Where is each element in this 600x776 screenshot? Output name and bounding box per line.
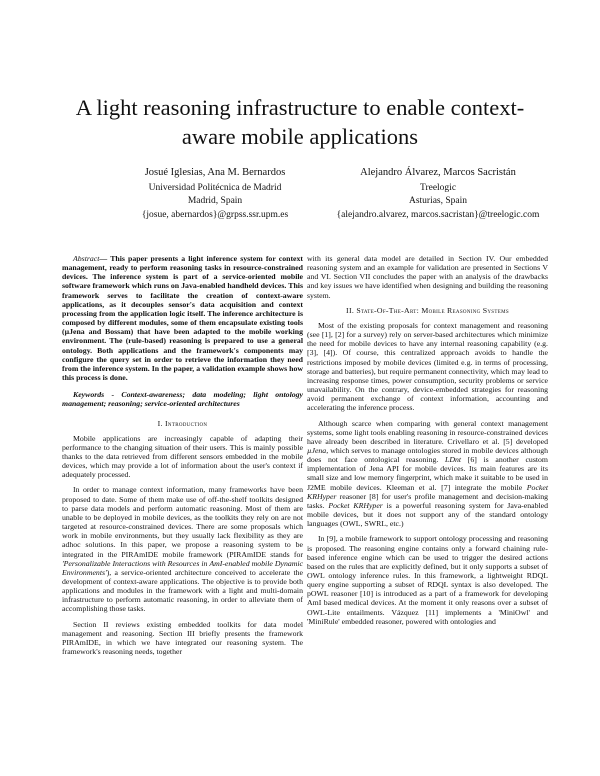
continued-paragraph: with its general data model are detailed in Section IV. Our embedded reasoning system and an example for validation are presented in Sections V and VI. Section VII concludes the paper with an analysis of the drawbacks and key issues we have identified when designing and building the reasoning system. <box>307 254 548 300</box>
author-block-upm <box>115 166 315 222</box>
text-run: Although scarce when comparing with general context management systems, some light tools enabling reasoning in resource-constrained devices have already been described in literature. Crivellaro et al. [5] developed <box>307 418 548 446</box>
section-heading-introduction: I. Introduction <box>157 418 208 428</box>
emphasis-run: LDnt <box>445 455 462 465</box>
intro-paragraph-1: Mobile applications are increasingly capable of adapting their performance to the changing situation of their users. This is mainly possible thanks to the data retrieved from different sensors embedded in the mobile devices, which may provide a lot of information about the user's context if adequately processed. <box>62 433 303 480</box>
keywords-label: Keywords <box>73 390 105 400</box>
abstract-label: Abstract <box>73 254 100 263</box>
section-heading-state-of-the-art: II. State-Of-The-Art: Mobile Reasoning Systems <box>346 305 509 315</box>
emphasis-run: µJena <box>307 445 327 455</box>
abstract <box>62 254 303 382</box>
keywords-text: - Context-awareness; data modeling; light ontology management; reasoning; service-oriented architectures <box>62 390 303 409</box>
author-location: Madrid, Spain <box>187 196 243 206</box>
sota-paragraph-3: In [9], a mobile framework to support ontology processing and reasoning is proposed. The reasoning engine contains only a forward chaining rule-based inference engine which can be used to trigger the desired actions based on the rules that are explicitly defined, but it only supports a subset of OWL ontology inference rules. In this framework, a lightweight RDQL query engine supporting a subset of RDQL syntax is also developed. The pOWL reasoner [10] is introduced as a part of a framework for developing AmI based medical devices. At the moment it only reasons over a subset of OWL-Lite entailments. Vázquez [11] implements a 'MiniOwl' and 'MiniRule' embedded reasoner, powered with ontologies and <box>307 534 548 626</box>
author-location: Asturias, Spain <box>408 196 468 206</box>
sota-paragraph-1: Most of the existing proposals for context management and reasoning (see [1], [2] for a survey) rely on server-based architectures which minimize the need for mobile devices to have any internal reasoning capability (e.g. [3], [4]). Of course, this centralized approach avoids to handle the restrictions imposed by mobile devices (limited e.g. in terms of processing, storage and batteries), but require permanent connectivity, which may lead to increasing response times, power consumption, security problems or service unavailability. On the contrary, device-embedded strategies for reasoning avoid permanent exchange of context information, accounting and accelerating the inference process. <box>307 320 548 413</box>
intro-paragraph-2 <box>62 485 303 613</box>
author-affiliation: Treelogic <box>419 182 457 193</box>
text-run: reasoner [8] for user's profile management and decision-making tasks. <box>307 491 548 510</box>
abstract-text: — This paper presents a light inference system for context management, ready to perform reasoning tasks in resource-constrained devices. The inference system is part of a service-oriented mobile software framework which runs on Java-enabled handheld devices. This framework serves to facilitate the creation of context-aware applications, as it decouples sensor's data acquisition and context processing from the application logic itself. The inference architecture is composed by different modules, some of them encapsulate existing tools (µJena and Bossam) that have been adapted to the mobile working environment. The (rule-based) reasoning is prepared to use a general ontology. Both applications and the framework's components may configure the query set in order to retrieve the information they need from the inference system. In the paper, a validation example shows how this process is done. <box>62 254 303 383</box>
text-run: is a powerful reasoning system for Java-enabled mobile devices, but it does not support any of the standard ontology languages (OWL, SWRL, etc.) <box>307 500 549 529</box>
author-email: {josue, abernardos}@grpss.ssr.upm.es <box>141 209 289 220</box>
text-run: In order to manage context information, many frameworks have been proposed to date. Some of them make use of off-the-shelf toolkits designed to parse data models and perform automatic reasoning. Most of them are unable to be deployed in mobile devices, as the toolkits they rely on are not targeted at resource-constrained devices. There are some proposals which work in mobile environments, but they usually lack flexibility as they are adhoc solutions. In this paper, we propose a reasoning system to be integrated in the PIRAmIDE mobile framework (PIRAmIDE stands for <box>62 485 303 559</box>
text-run: ), a service-oriented architecture conceived to accelerate the development of context-aware applications. The objective is to provide both applications and modules in the framework with a light and multi-domain infrastructure to perform automatic reasoning, in order to alleviate them of accomplishing those tasks. <box>62 567 303 614</box>
paper-title: A light reasoning infrastructure to enable context-aware mobile applications <box>75 95 525 149</box>
emphasis-run: 'Personalizable Interactions with Resources in AmI-enabled mobile Dynamic Environments' <box>62 558 303 577</box>
emphasis-run: Pocket KRHyper <box>307 482 548 501</box>
emphasis-run: Pocket KRHyper <box>328 500 383 510</box>
author-affiliation: Universidad Politécnica de Madrid <box>148 182 282 193</box>
keywords <box>62 390 303 408</box>
author-block-treelogic <box>318 166 558 222</box>
right-column <box>307 254 548 632</box>
left-column <box>62 254 303 662</box>
author-names: Alejandro Álvarez, Marcos Sacristán <box>360 167 516 178</box>
intro-paragraph-3: Section II reviews existing embedded toolkits for data model management and reasoning. Section III briefly presents the framework PIRAmIDE, in which we have integrated our reasoning system. The framework's reasoning needs, together <box>62 619 303 657</box>
author-email: {alejandro.alvarez, marcos.sacristan}@treelogic.com <box>336 209 540 220</box>
text-run: [6] is another custom implementation of Jena API for mobile devices. Its main features are its small size and low memory fingerprint, which make it suitable to be used in J2ME mobile devices. Kleeman et al. [7] integrate the mobile <box>307 455 548 492</box>
author-names: Josué Iglesias, Ana M. Bernardos <box>144 167 286 178</box>
sota-paragraph-2 <box>307 419 548 529</box>
text-run: , which serves to manage ontologies stored in mobile devices although does not face ontological reasoning. <box>307 445 548 465</box>
